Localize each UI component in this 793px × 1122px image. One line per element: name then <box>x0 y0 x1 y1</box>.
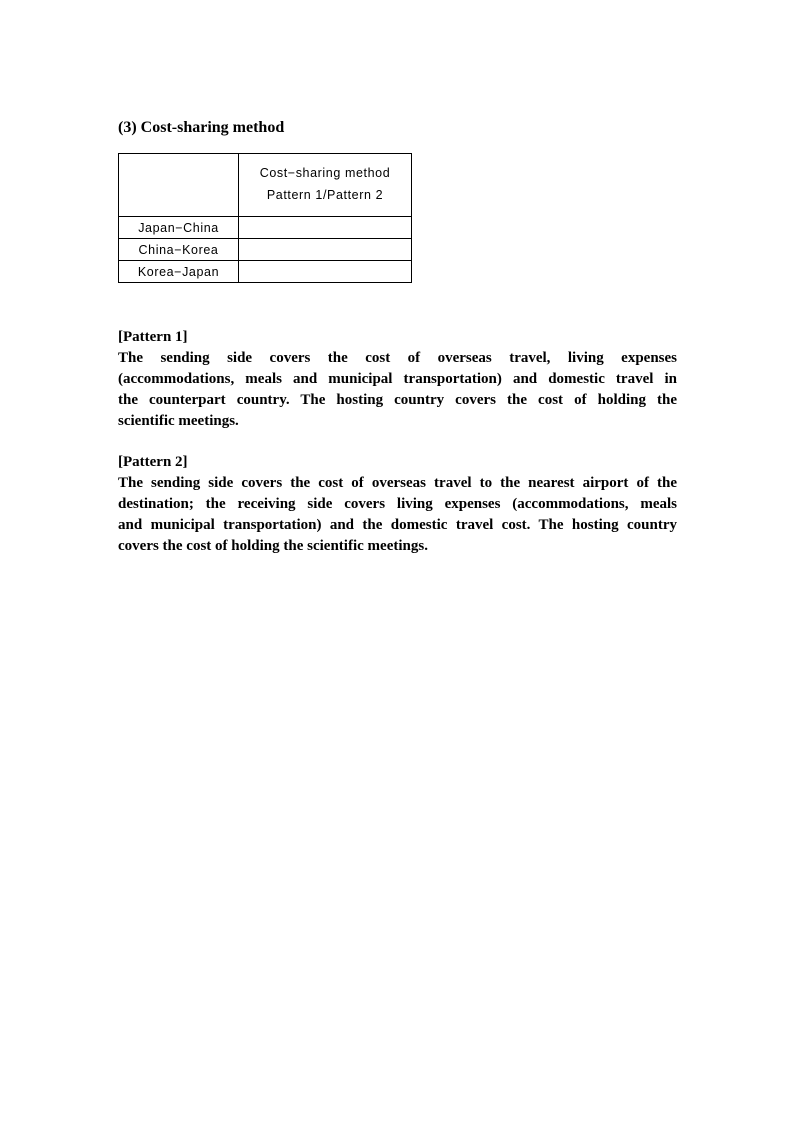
pattern1-title: [Pattern 1] <box>118 329 188 345</box>
table-row <box>119 217 412 239</box>
paragraph-line: and municipal transportation) and the domestic travel cost. The hosting country <box>118 517 677 534</box>
section-heading: (3) Cost-sharing method <box>118 119 285 136</box>
row-label-japan-china: Japan−China <box>119 217 239 239</box>
paragraph-line: The sending side covers the cost of overseas travel to the nearest airport of the <box>118 475 677 492</box>
table-header-line2: Pattern 1/Pattern 2 <box>266 188 384 202</box>
paragraph-line: (accommodations, meals and municipal transportation) and domestic travel in <box>118 370 677 387</box>
blank-line <box>118 432 677 453</box>
paragraph-line: covers the cost of holding the scientific meetings. <box>118 538 428 555</box>
row-label-korea-japan: Korea−Japan <box>119 261 239 283</box>
pattern2-title: [Pattern 2] <box>118 454 188 471</box>
row-value-china-korea <box>239 239 412 261</box>
paragraph-line: scientific meetings. <box>118 412 239 429</box>
table-row <box>119 239 412 261</box>
table-header-line1: Cost−sharing method <box>259 166 391 180</box>
paragraph-line: the counterpart country. The hosting country covers the cost of holding the <box>118 391 677 408</box>
table-header-cell <box>239 154 412 217</box>
table-header-row <box>119 154 412 217</box>
row-label-china-korea: China−Korea <box>119 239 239 261</box>
pattern2-paragraph <box>118 473 677 557</box>
pattern1-paragraph <box>118 348 677 432</box>
body-text <box>118 327 677 557</box>
row-value-japan-china <box>239 217 412 239</box>
row-value-korea-japan <box>239 261 412 283</box>
table-row <box>119 261 412 283</box>
paragraph-line: The sending side covers the cost of overseas travel, living expenses <box>118 349 677 366</box>
paragraph-line: destination; the receiving side covers living expenses (accommodations, meals <box>118 496 677 513</box>
cost-sharing-table <box>118 153 412 283</box>
table-header-corner-cell <box>119 154 239 217</box>
